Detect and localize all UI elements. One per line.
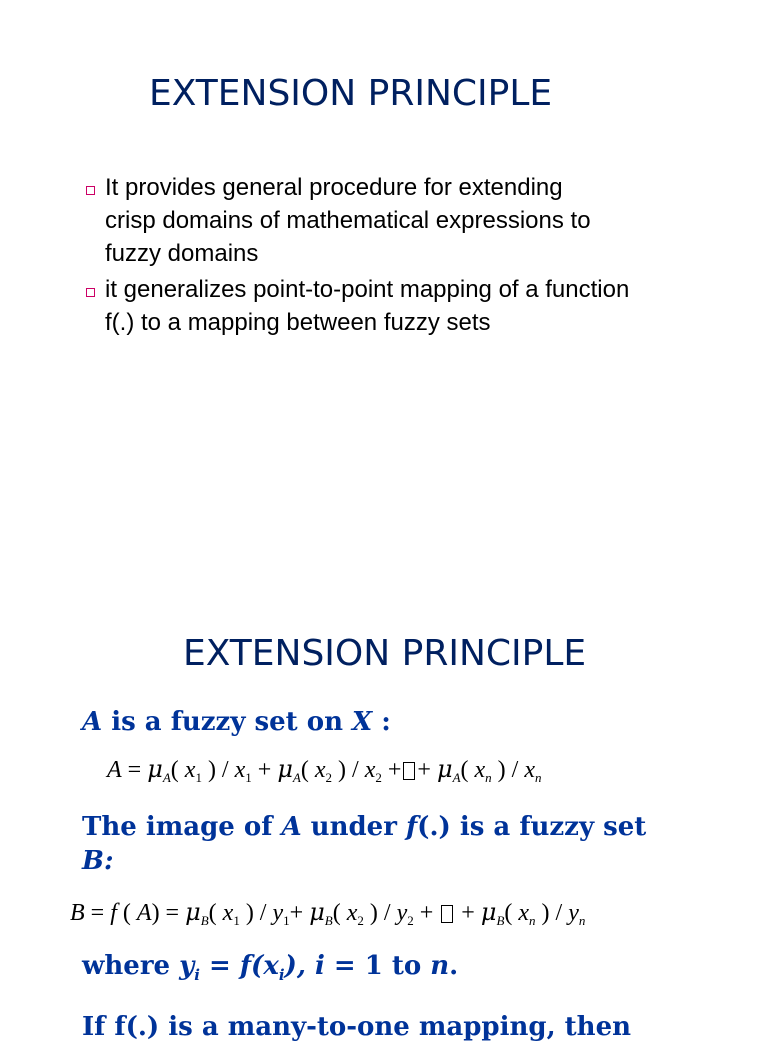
image-statement-line-2 xyxy=(82,848,114,874)
bullet-text-line: fuzzy domains xyxy=(105,240,259,267)
var-a: A xyxy=(82,707,103,737)
square-bullet-icon xyxy=(86,186,95,195)
image-text: The image of xyxy=(82,812,282,842)
var-i: i xyxy=(314,951,325,981)
var-y: y xyxy=(179,951,195,981)
image-text: under xyxy=(301,812,406,842)
where-line xyxy=(82,953,458,983)
definition-colon: : xyxy=(372,707,391,737)
var-b: B: xyxy=(82,846,114,876)
bullet-text-line: f(.) to a mapping between fuzzy sets xyxy=(105,309,491,336)
image-text: (.) is a fuzzy set xyxy=(417,812,647,842)
square-bullet-icon xyxy=(86,288,95,297)
where-text: where xyxy=(82,951,180,981)
slide-1-title: EXTENSION PRINCIPLE xyxy=(149,73,553,114)
var-f: f xyxy=(405,812,418,842)
var-a: A xyxy=(281,812,302,842)
subscript-i: i xyxy=(194,966,200,985)
equation-a: $A = \mu_A$( $x_1$ ) / $x_1 + \mu_A$( $x_2$ ) / $x_2$ + + $\mu_A$( $x_n$ ) / $x_n$ xyxy=(107,755,542,785)
close-paren: ), xyxy=(284,951,315,981)
range-text: = 1 to xyxy=(324,951,431,981)
bullet-text-line: crisp domains of mathematical expressions to xyxy=(105,207,591,234)
bullet-text-line: It provides general procedure for extending xyxy=(105,174,563,201)
cutoff-line: If f(.) is a many-to-one mapping, then xyxy=(82,1012,632,1042)
fuzzy-set-definition xyxy=(82,709,391,735)
var-n: n xyxy=(430,951,450,981)
equals: = xyxy=(199,951,240,981)
missing-glyph-icon xyxy=(403,762,415,780)
equation-b: B = f ( $A) = \mu_B$( $x_1$ ) / $y_1+ \mu_B$( $x_2$ ) / $y_2$ + + $\mu_B$( $x_n$ ) / $y_n$ xyxy=(70,898,586,928)
missing-glyph-icon xyxy=(441,905,453,923)
definition-text: is a fuzzy set on xyxy=(102,707,353,737)
slide-2-title: EXTENSION PRINCIPLE xyxy=(183,633,587,674)
var-x: X xyxy=(352,707,373,737)
period: . xyxy=(449,951,459,981)
image-statement-line-1 xyxy=(82,814,646,840)
var-f-of-x: f(x xyxy=(239,951,279,981)
bullet-text-line: it generalizes point-to-point mapping of a function xyxy=(105,276,630,303)
subscript-i: i xyxy=(278,966,285,985)
